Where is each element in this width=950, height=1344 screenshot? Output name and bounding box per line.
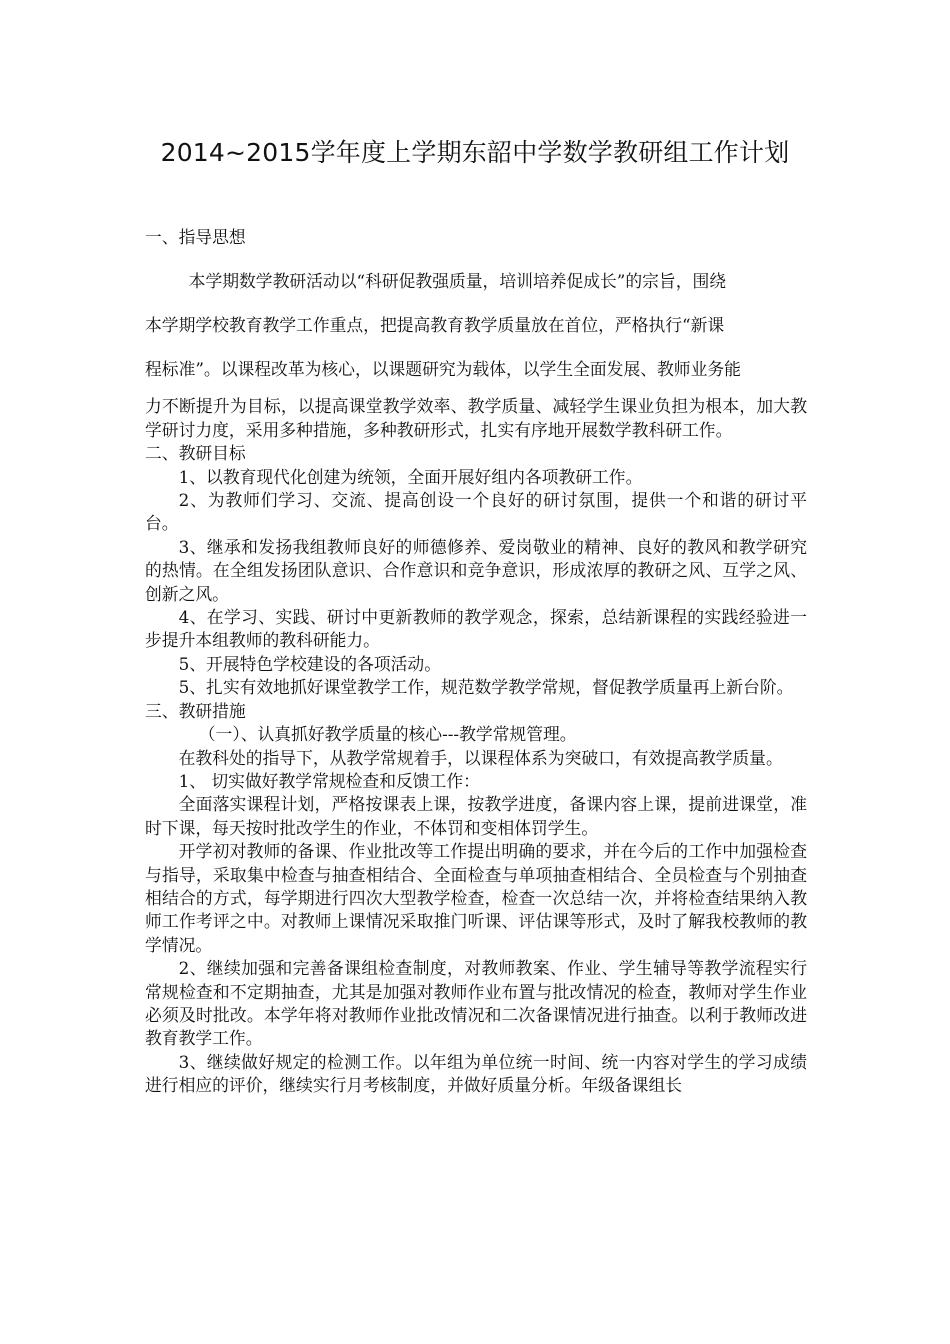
document-title: 2014~2015学年度上学期东韶中学数学教研组工作计划 bbox=[160, 138, 790, 167]
list-item: 3、继承和发扬我组教师良好的师德修养、爱岗敬业的精神、良好的教风和教学研究的热情。在全组发扬团队意识、合作意识和竞争意识，形成浓厚的教研之风、互学之风、创新之风。 bbox=[145, 536, 807, 604]
subsection-heading: （一）、认真抓好教学质量的核心---教学常规管理。 bbox=[198, 724, 577, 745]
list-item: 1、以教育现代化创建为统领，全面开展好组内各项教研工作。 bbox=[178, 466, 643, 487]
list-item: 5、开展特色学校建设的各项活动。 bbox=[178, 653, 441, 674]
paragraph: 开学初对教师的备课、作业批改等工作提出明确的要求，并在今后的工作中加强检查与指导，采取集中检查与抽查相结合、全面检查与单项抽查相结合、全员检查与个别抽查相结合的方式，每学期进行四次大型教学检查，检查一次总结一次，并将检查结果纳入教师工作考评之中。对教师上课情况采取推门听课、评估课等形式，及时了解我校教师的教学情况。 bbox=[145, 841, 807, 955]
paragraph: 3、继续做好规定的检测工作。以年组为单位统一时间、统一内容对学生的学习成绩进行相应的评价，继续实行月考核制度，并做好质量分析。年级备课组长 bbox=[145, 1051, 807, 1096]
paragraph: 1、 切实做好教学常规检查和反馈工作： bbox=[178, 770, 480, 791]
list-item: 5、扎实有效地抓好课堂教学工作，规范数学教学常规，督促教学质量再上新台阶。 bbox=[178, 677, 794, 698]
paragraph: 全面落实课程计划，严格按课表上课，按教学进度，备课内容上课，提前进课堂，准时下课，每天按时批改学生的作业，不体罚和变相体罚学生。 bbox=[145, 794, 807, 838]
section-heading-measures: 三、教研措施 bbox=[145, 700, 246, 721]
paragraph: 力不断提升为目标，以提高课堂教学效率、教学质量、减轻学生课业负担为根本，加大教学研讨力度，采用多种措施，多种教研形式，扎实有序地开展数学教科研工作。 bbox=[145, 396, 807, 440]
paragraph: 本学期数学教研活动以“科研促教强质量，培训培养促成长”的宗旨，围绕 bbox=[188, 271, 727, 292]
document-body bbox=[145, 226, 807, 1098]
paragraph: 本学期学校教育教学工作重点，把提高教育教学质量放在首位，严格执行“新课 bbox=[145, 315, 725, 336]
paragraph: 在教科处的指导下，从教学常规着手，以课程体系为突破口，有效提高教学质量。 bbox=[178, 747, 783, 768]
paragraph: 2、继续加强和完善备课组检查制度，对教师教案、作业、学生辅导等教学流程实行常规检查和不定期抽查，尤其是加强对教师作业布置与批改情况的检查，教师对学生作业必须及时批改。本学年将对教师作业批改情况和二次备课情况进行抽查。以利于教师改进教育教学工作。 bbox=[145, 958, 807, 1049]
list-item: 2、为教师们学习、交流、提高创设一个良好的研讨氛围，提供一个和谐的研讨平台。 bbox=[145, 490, 807, 534]
list-item: 4、在学习、实践、研讨中更新教师的教学观念，探索，总结新课程的实践经验进一步提升本组教师的教科研能力。 bbox=[145, 607, 807, 651]
paragraph: 程标准”。以课程改革为核心，以课题研究为载体，以学生全面发展、教师业务能 bbox=[145, 359, 741, 380]
section-heading-guiding-thought: 一、指导思想 bbox=[145, 227, 246, 247]
section-heading-goals: 二、教研目标 bbox=[145, 443, 246, 464]
